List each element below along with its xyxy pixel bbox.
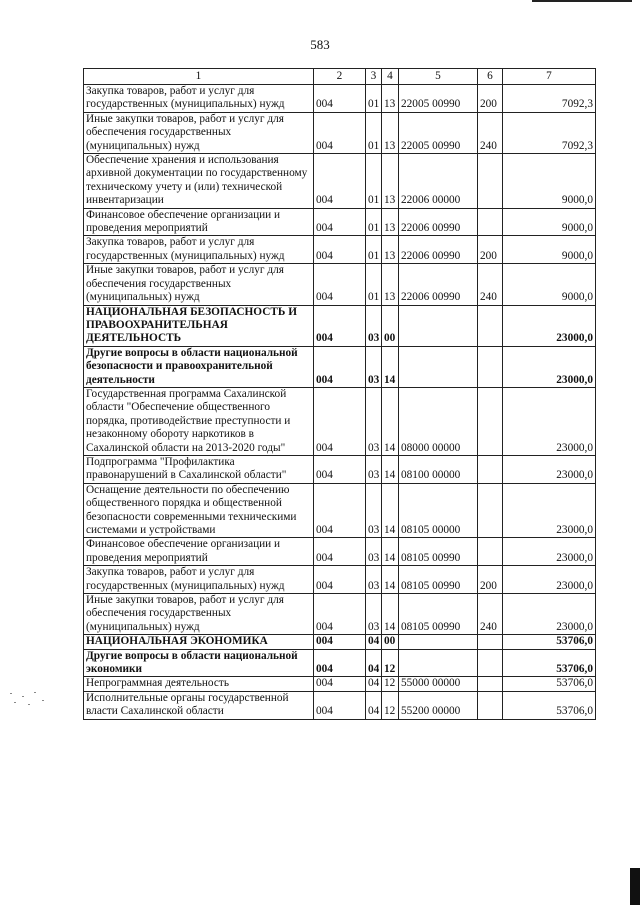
row-name: Финансовое обеспечение организации и проведения мероприятий — [84, 208, 314, 236]
row-name: Оснащение деятельности по обеспечению общественного порядка и общественной безопасности современными техническими системами и устройствами — [84, 483, 314, 538]
expense-type — [478, 154, 503, 209]
expense-type — [478, 305, 503, 346]
expense-type — [478, 691, 503, 719]
amount: 53706,0 — [503, 691, 596, 719]
row-name: Иные закупки товаров, работ и услуг для обеспечения государственных (муниципальных) нужд — [84, 112, 314, 153]
target-code — [399, 649, 478, 677]
ministry-code: 004 — [314, 305, 366, 346]
section-code: 03 — [366, 538, 382, 566]
table-row — [84, 85, 596, 113]
section-code: 03 — [366, 387, 382, 455]
amount: 23000,0 — [503, 594, 596, 635]
expense-type: 240 — [478, 112, 503, 153]
target-code: 08100 00000 — [399, 455, 478, 483]
amount: 23000,0 — [503, 387, 596, 455]
subsection-code: 12 — [382, 691, 399, 719]
table-row — [84, 483, 596, 538]
ministry-code: 004 — [314, 483, 366, 538]
header-cell-5: 5 — [399, 69, 478, 85]
row-name: Государственная программа Сахалинской области "Обеспечение общественного порядка, противодействие преступности и незаконному обороту наркотиков в Сахалинской области на 2013-2020 годы" — [84, 387, 314, 455]
table-row — [84, 346, 596, 387]
ministry-code: 004 — [314, 264, 366, 305]
ministry-code: 004 — [314, 154, 366, 209]
expense-type — [478, 538, 503, 566]
table-row — [84, 236, 596, 264]
section-code: 01 — [366, 208, 382, 236]
section-code: 04 — [366, 691, 382, 719]
row-name: Иные закупки товаров, работ и услуг для обеспечения государственных (муниципальных) нужд — [84, 264, 314, 305]
amount: 9000,0 — [503, 236, 596, 264]
ministry-code: 004 — [314, 635, 366, 649]
subsection-code: 13 — [382, 85, 399, 113]
expense-type — [478, 649, 503, 677]
row-name: Закупка товаров, работ и услуг для государственных (муниципальных) нужд — [84, 566, 314, 594]
expense-type: 200 — [478, 236, 503, 264]
header-cell-3: 3 — [366, 69, 382, 85]
ministry-code: 004 — [314, 594, 366, 635]
edge-mark — [630, 868, 640, 905]
table-row — [84, 387, 596, 455]
amount: 23000,0 — [503, 305, 596, 346]
subsection-code: 00 — [382, 305, 399, 346]
section-code: 04 — [366, 677, 382, 691]
table-row — [84, 594, 596, 635]
target-code: 22006 00990 — [399, 264, 478, 305]
table-row — [84, 538, 596, 566]
row-name: Обеспечение хранения и использования архивной документации по государственному техническому учету и (или) технической инвентаризации — [84, 154, 314, 209]
section-code: 04 — [366, 635, 382, 649]
row-name: Другие вопросы в области национальной безопасности и правоохранительной деятельности — [84, 346, 314, 387]
ministry-code: 004 — [314, 538, 366, 566]
amount: 53706,0 — [503, 635, 596, 649]
target-code: 08000 00000 — [399, 387, 478, 455]
amount: 23000,0 — [503, 346, 596, 387]
row-name: НАЦИОНАЛЬНАЯ БЕЗОПАСНОСТЬ И ПРАВООХРАНИТЕЛЬНАЯ ДЕЯТЕЛЬНОСТЬ — [84, 305, 314, 346]
expense-type: 240 — [478, 264, 503, 305]
expense-type — [478, 455, 503, 483]
section-code: 03 — [366, 566, 382, 594]
row-name: Непрограммная деятельность — [84, 677, 314, 691]
ministry-code: 004 — [314, 649, 366, 677]
row-name: Закупка товаров, работ и услуг для государственных (муниципальных) нужд — [84, 236, 314, 264]
table-row — [84, 305, 596, 346]
ministry-code: 004 — [314, 208, 366, 236]
ministry-code: 004 — [314, 85, 366, 113]
table-row — [84, 677, 596, 691]
table-row — [84, 154, 596, 209]
section-code: 03 — [366, 483, 382, 538]
amount: 7092,3 — [503, 112, 596, 153]
subsection-code: 12 — [382, 677, 399, 691]
section-code: 01 — [366, 264, 382, 305]
subsection-code: 14 — [382, 594, 399, 635]
amount: 23000,0 — [503, 483, 596, 538]
table-row — [84, 566, 596, 594]
expense-type — [478, 635, 503, 649]
table-row — [84, 635, 596, 649]
target-code: 22006 00000 — [399, 154, 478, 209]
amount: 9000,0 — [503, 154, 596, 209]
row-name: Финансовое обеспечение организации и проведения мероприятий — [84, 538, 314, 566]
ministry-code: 004 — [314, 677, 366, 691]
expense-type — [478, 208, 503, 236]
amount: 53706,0 — [503, 649, 596, 677]
target-code: 55000 00000 — [399, 677, 478, 691]
expense-type: 240 — [478, 594, 503, 635]
page-number: 583 — [310, 37, 330, 52]
row-name: Другие вопросы в области национальной экономики — [84, 649, 314, 677]
section-code: 03 — [366, 305, 382, 346]
amount: 53706,0 — [503, 677, 596, 691]
ministry-code: 004 — [314, 387, 366, 455]
header-cell-6: 6 — [478, 69, 503, 85]
row-name: Закупка товаров, работ и услуг для государственных (муниципальных) нужд — [84, 85, 314, 113]
expense-type — [478, 677, 503, 691]
section-code: 01 — [366, 236, 382, 264]
subsection-code: 13 — [382, 112, 399, 153]
section-code: 03 — [366, 346, 382, 387]
amount: 9000,0 — [503, 264, 596, 305]
header-cell-4: 4 — [382, 69, 399, 85]
subsection-code: 13 — [382, 236, 399, 264]
subsection-code: 14 — [382, 346, 399, 387]
section-code: 04 — [366, 649, 382, 677]
target-code: 08105 00990 — [399, 594, 478, 635]
ministry-code: 004 — [314, 236, 366, 264]
expense-type: 200 — [478, 566, 503, 594]
header-cell-7: 7 — [503, 69, 596, 85]
section-code: 03 — [366, 455, 382, 483]
row-name: Подпрограмма "Профилактика правонарушений в Сахалинской области" — [84, 455, 314, 483]
amount: 9000,0 — [503, 208, 596, 236]
target-code: 08105 00990 — [399, 566, 478, 594]
target-code: 22006 00990 — [399, 208, 478, 236]
subsection-code: 14 — [382, 483, 399, 538]
table-row — [84, 264, 596, 305]
amount: 23000,0 — [503, 566, 596, 594]
table-row — [84, 691, 596, 719]
target-code: 55200 00000 — [399, 691, 478, 719]
table-row — [84, 112, 596, 153]
subsection-code: 14 — [382, 455, 399, 483]
row-name: Иные закупки товаров, работ и услуг для обеспечения государственных (муниципальных) нужд — [84, 594, 314, 635]
target-code: 08105 00990 — [399, 538, 478, 566]
target-code: 22005 00990 — [399, 85, 478, 113]
subsection-code: 13 — [382, 264, 399, 305]
target-code — [399, 346, 478, 387]
subsection-code: 14 — [382, 387, 399, 455]
subsection-code: 13 — [382, 154, 399, 209]
header-cell-1: 1 — [84, 69, 314, 85]
ministry-code: 004 — [314, 346, 366, 387]
subsection-code: 14 — [382, 566, 399, 594]
budget-table — [83, 68, 596, 720]
amount: 7092,3 — [503, 85, 596, 113]
row-name: НАЦИОНАЛЬНАЯ ЭКОНОМИКА — [84, 635, 314, 649]
table-row — [84, 649, 596, 677]
top-edge-mark — [532, 0, 632, 5]
section-code: 01 — [366, 154, 382, 209]
expense-type: 200 — [478, 85, 503, 113]
subsection-code: 00 — [382, 635, 399, 649]
subsection-code: 14 — [382, 538, 399, 566]
expense-type — [478, 387, 503, 455]
subsection-code: 12 — [382, 649, 399, 677]
scan-specks — [8, 690, 58, 710]
section-code: 03 — [366, 594, 382, 635]
ministry-code: 004 — [314, 455, 366, 483]
target-code: 22005 00990 — [399, 112, 478, 153]
target-code — [399, 305, 478, 346]
section-code: 01 — [366, 85, 382, 113]
section-code: 01 — [366, 112, 382, 153]
row-name: Исполнительные органы государственной власти Сахалинской области — [84, 691, 314, 719]
target-code: 22006 00990 — [399, 236, 478, 264]
target-code — [399, 635, 478, 649]
expense-type — [478, 483, 503, 538]
header-cell-2: 2 — [314, 69, 366, 85]
ministry-code: 004 — [314, 112, 366, 153]
ministry-code: 004 — [314, 566, 366, 594]
expense-type — [478, 346, 503, 387]
target-code: 08105 00000 — [399, 483, 478, 538]
header-row — [84, 69, 596, 85]
amount: 23000,0 — [503, 455, 596, 483]
table-row — [84, 208, 596, 236]
ministry-code: 004 — [314, 691, 366, 719]
subsection-code: 13 — [382, 208, 399, 236]
amount: 23000,0 — [503, 538, 596, 566]
table-row — [84, 455, 596, 483]
